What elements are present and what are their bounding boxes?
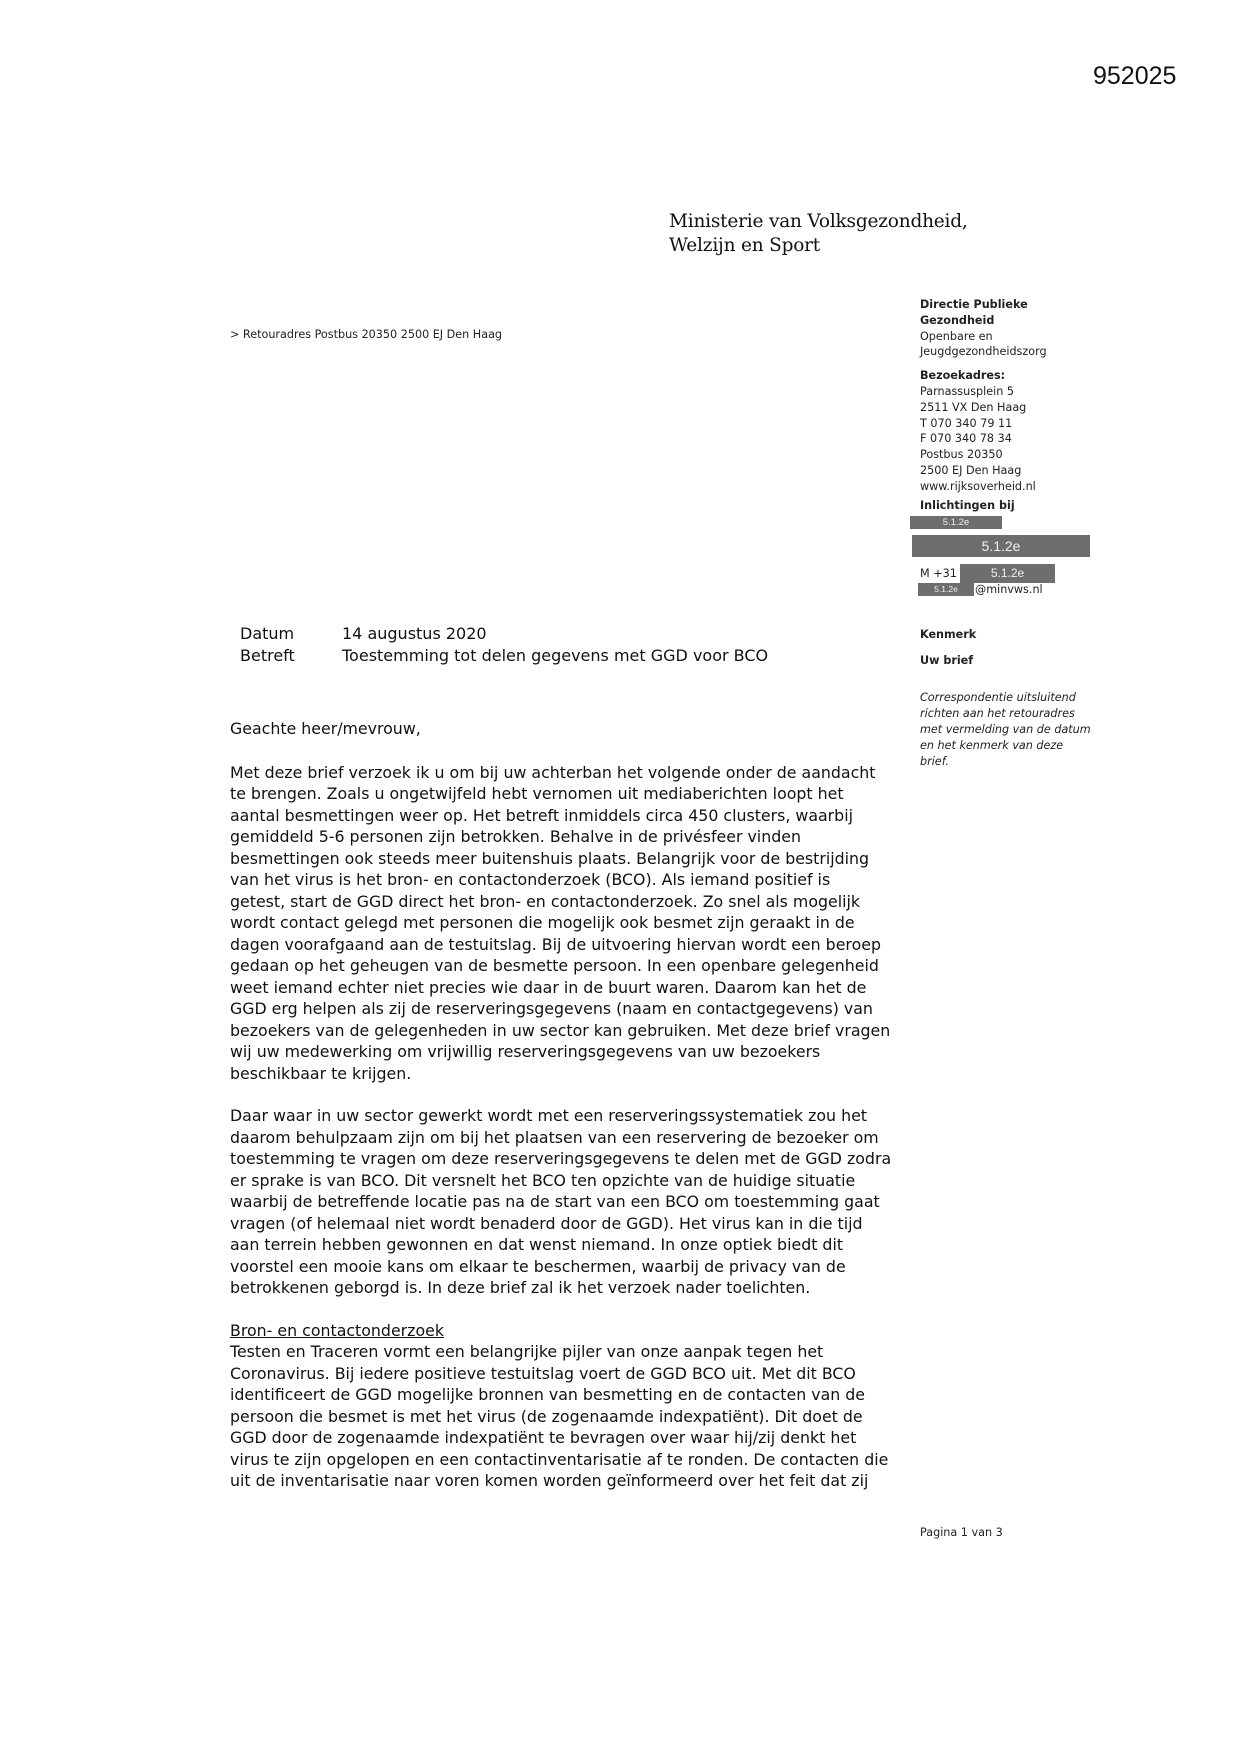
afdeling-line: Jeugdgezondheidszorg bbox=[920, 345, 1047, 359]
directie-line: Gezondheid bbox=[920, 313, 995, 327]
subject-value: Toestemming tot delen gegevens met GGD voor BCO bbox=[342, 645, 769, 665]
mobile-prefix: M +31 bbox=[920, 567, 957, 580]
body-line: weet iemand echter niet precies wie daar in de buurt waren. Daarom kan het de bbox=[230, 977, 867, 997]
bezoekadres-label: Bezoekadres: bbox=[920, 369, 1006, 383]
redaction-box: 5.1.2e bbox=[918, 583, 974, 596]
body-line: gemiddeld 5-6 personen zijn betrokken. Behalve in de privésfeer vinden bbox=[230, 827, 801, 846]
inlichtingen-label: Inlichtingen bij bbox=[920, 498, 1015, 512]
uw-brief-label: Uw brief bbox=[920, 654, 974, 667]
body-line: Testen en Traceren vormt een belangrijke pijler van onze aanpak tegen het bbox=[230, 1342, 824, 1361]
note-line: richten aan het retouradres bbox=[920, 707, 1075, 720]
body-line: Daar waar in uw sector gewerkt wordt met een reserveringssystematiek zou het bbox=[230, 1106, 868, 1125]
redaction-box: 5.1.2e bbox=[960, 564, 1055, 583]
reference-block bbox=[920, 628, 976, 680]
body-line: vragen (of helemaal niet wordt benaderd door de GGD). Het virus kan in die tijd bbox=[230, 1213, 863, 1233]
address-line: www.rijksoverheid.nl bbox=[920, 479, 1036, 493]
body-line: GGD erg helpen als zij de reserveringsgegevens (naam en contactgegevens) van bbox=[230, 999, 873, 1018]
section-heading: Bron- en contactonderzoek bbox=[230, 1320, 444, 1340]
body-line: virus te zijn opgelopen en een contactinventarisatie af te ronden. De contacten die bbox=[230, 1449, 889, 1469]
body-line: gedaan op het geheugen van de besmette persoon. In een openbare gelegenheid bbox=[230, 956, 879, 975]
correspondence-note bbox=[920, 690, 1110, 770]
directie-line: Directie Publieke bbox=[920, 298, 1028, 311]
body-line: identificeert de GGD mogelijke bronnen van besmetting en de contacten van de bbox=[230, 1385, 866, 1404]
body-line: van het virus is het bron- en contactonderzoek (BCO). Als iemand positief is bbox=[230, 870, 831, 889]
address-line: Postbus 20350 bbox=[920, 448, 1003, 462]
address-line: 2500 EJ Den Haag bbox=[920, 463, 1022, 477]
body-line: daarom behulpzaam zijn om bij het plaatsen van een reservering de bezoeker om bbox=[230, 1127, 879, 1147]
body-line: dagen voorafgaand aan de testuitslag. Bij de uitvoering hiervan wordt een beroep bbox=[230, 934, 881, 954]
body-line: persoon die besmet is met het virus (de zogenaamde indexpatiënt). Dit doet de bbox=[230, 1406, 863, 1426]
document-number: 952025 bbox=[1093, 62, 1177, 90]
date-value: 14 augustus 2020 bbox=[342, 624, 487, 643]
note-line: en het kenmerk van deze bbox=[920, 739, 1064, 752]
note-line: Correspondentie uitsluitend bbox=[920, 691, 1076, 704]
note-line: brief. bbox=[920, 755, 949, 768]
paragraph-1 bbox=[230, 762, 930, 1085]
ministry-line: Ministerie van Volksgezondheid, bbox=[669, 211, 968, 232]
date-label: Datum bbox=[240, 624, 295, 643]
body-line: besmettingen ook steeds meer buitenshuis plaats. Belangrijk voor de bestrijding bbox=[230, 848, 870, 868]
body-line: betrokkenen geborgd is. In deze brief zal ik het verzoek nader toelichten. bbox=[230, 1278, 811, 1297]
address-line: 2511 VX Den Haag bbox=[920, 400, 1027, 414]
body-line: aan terrein hebben gewonnen en dat wenst niemand. In onze optiek biedt dit bbox=[230, 1235, 844, 1254]
body-line: beschikbaar te krijgen. bbox=[230, 1063, 412, 1083]
ministry-line: Welzijn en Sport bbox=[669, 235, 821, 256]
body-line: te brengen. Zoals u ongetwijfeld hebt vernomen uit mediaberichten loopt het bbox=[230, 784, 844, 803]
ministry-logo-text bbox=[669, 210, 968, 258]
afdeling-line: Openbare en bbox=[920, 329, 993, 343]
body-line: waarbij de betreffende locatie pas na de start van een BCO om toestemming gaat bbox=[230, 1192, 880, 1211]
body-line: bezoekers van de gelegenheden in uw sector kan gebruiken. Met deze brief vragen bbox=[230, 1020, 891, 1040]
note-line: met vermelding van de datum bbox=[920, 723, 1091, 736]
body-line: er sprake is van BCO. Dit versnelt het BCO ten opzichte van de huidige situatie bbox=[230, 1170, 856, 1190]
body-line: aantal besmettingen weer op. Het betreft inmiddels circa 450 clusters, waarbij bbox=[230, 805, 853, 825]
body-line: uit de inventarisatie naar voren komen worden geïnformeerd over het feit dat zij bbox=[230, 1471, 869, 1490]
subject-label: Betreft bbox=[240, 645, 295, 665]
email-suffix: @minvws.nl bbox=[975, 583, 1043, 596]
body-line: toestemming te vragen om deze reserveringsgegevens te delen met de GGD zodra bbox=[230, 1149, 892, 1168]
body-line: wordt contact gelegd met personen die mogelijk ook besmet zijn geraakt in de bbox=[230, 913, 855, 932]
kenmerk-label: Kenmerk bbox=[920, 628, 977, 641]
sidebar-contact-info bbox=[920, 297, 1150, 513]
redaction-box: 5.1.2e bbox=[910, 516, 1002, 529]
salutation: Geachte heer/mevrouw, bbox=[230, 719, 421, 738]
body-line: wij uw medewerking om vrijwillig reserveringsgegevens van uw bezoekers bbox=[230, 1042, 821, 1061]
body-line: Met deze brief verzoek ik u om bij uw achterban het volgende onder de aandacht bbox=[230, 762, 876, 782]
paragraph-3 bbox=[230, 1320, 930, 1492]
address-line: F 070 340 78 34 bbox=[920, 432, 1012, 446]
redaction-box: 5.1.2e bbox=[912, 535, 1090, 557]
body-line: voorstel een mooie kans om elkaar te beschermen, waarbij de privacy van de bbox=[230, 1256, 846, 1276]
address-line: T 070 340 79 11 bbox=[920, 416, 1013, 430]
date-subject-block bbox=[240, 623, 768, 666]
body-line: GGD door de zogenaamde indexpatiënt te bevragen over waar hij/zij denkt het bbox=[230, 1428, 857, 1447]
body-line: getest, start de GGD direct het bron- en contactonderzoek. Zo snel als mogelijk bbox=[230, 891, 861, 911]
page-number: Pagina 1 van 3 bbox=[920, 1526, 1003, 1539]
body-line: Coronavirus. Bij iedere positieve testuitslag voert de GGD BCO uit. Met dit BCO bbox=[230, 1363, 856, 1383]
paragraph-2 bbox=[230, 1105, 930, 1299]
letter-body bbox=[230, 718, 930, 1492]
return-address: > Retouradres Postbus 20350 2500 EJ Den Haag bbox=[230, 328, 503, 341]
address-line: Parnassusplein 5 bbox=[920, 384, 1014, 398]
